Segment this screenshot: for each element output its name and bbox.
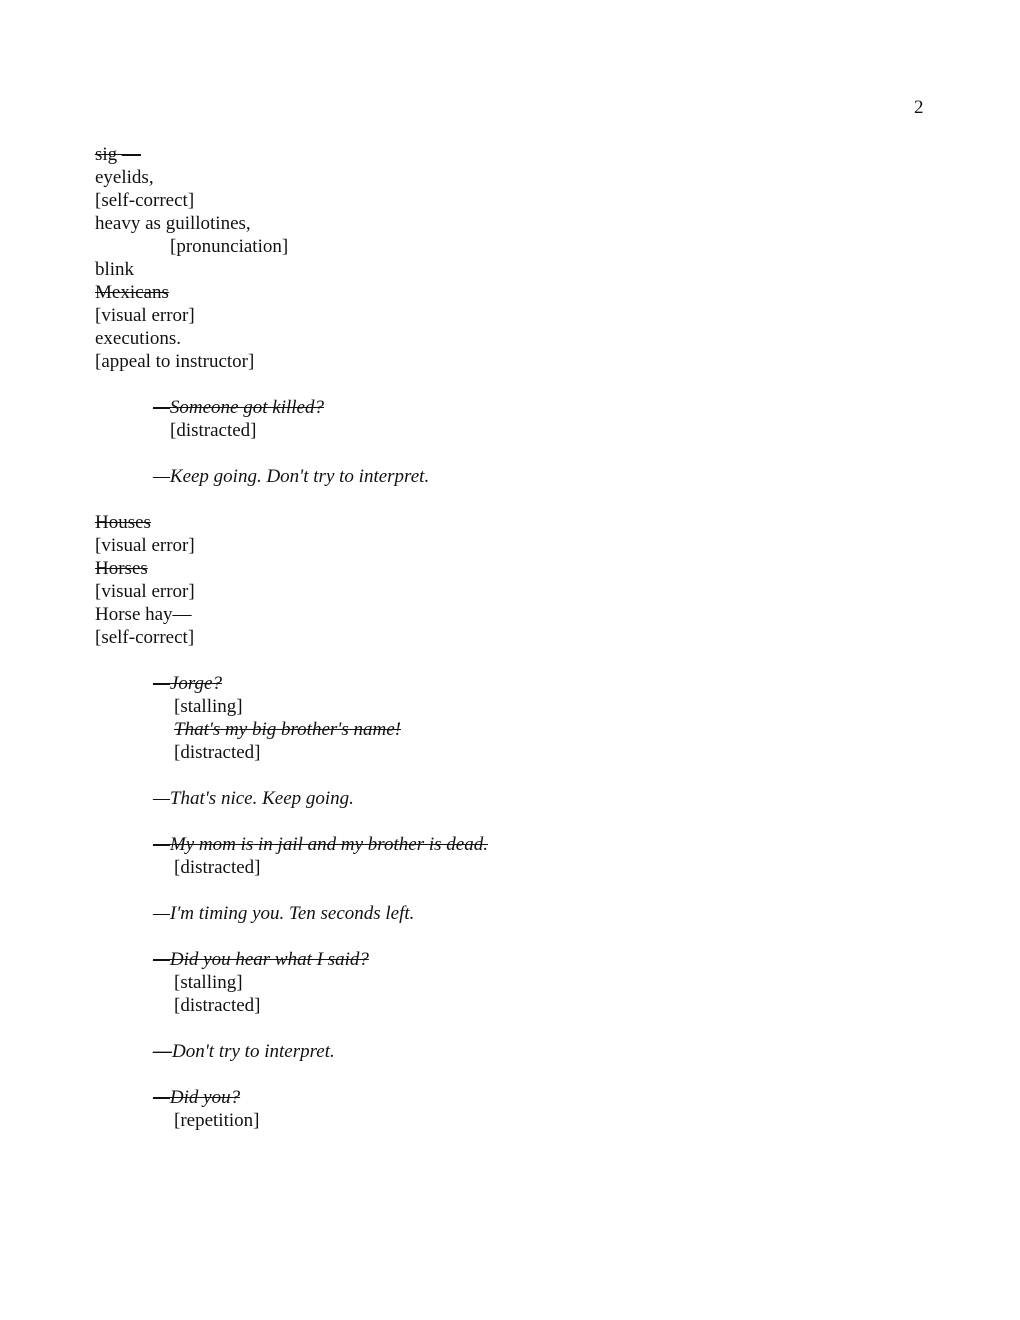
dialogue-text: Don't try to interpret. xyxy=(172,1041,335,1062)
struck-word: sig — xyxy=(95,144,141,165)
struck-dialogue: —My mom is in jail and my brother is dead. xyxy=(153,834,488,855)
struck-dialogue: —Someone got killed? xyxy=(153,397,324,418)
struck-word: Mexicans xyxy=(95,282,169,303)
error-annotation: [appeal to instructor] xyxy=(95,351,255,372)
struck-dialogue: —Jorge? xyxy=(153,673,222,694)
error-annotation: [distracted] xyxy=(170,420,257,441)
error-annotation: [self-correct] xyxy=(95,190,195,211)
transcript-line: executions. xyxy=(95,328,182,349)
transcript-line: Horse hay— xyxy=(95,604,192,625)
instructor-dialogue: —I'm timing you. Ten seconds left. xyxy=(153,903,415,924)
error-annotation: [visual error] xyxy=(95,305,195,326)
error-annotation: [visual error] xyxy=(95,581,195,602)
struck-dialogue: —Did you? xyxy=(153,1087,241,1108)
transcript-body xyxy=(0,143,1020,1132)
struck-word: Houses xyxy=(95,512,151,533)
transcript-line: heavy as guillotines, xyxy=(95,213,251,234)
error-annotation: [stalling] xyxy=(174,696,243,717)
page-number: 2 xyxy=(914,97,924,118)
struck-word: Horses xyxy=(95,558,148,579)
instructor-dialogue: —That's nice. Keep going. xyxy=(153,788,354,809)
error-annotation: [distracted] xyxy=(174,995,261,1016)
transcript-line: eyelids, xyxy=(95,167,154,188)
error-annotation: [repetition] xyxy=(174,1110,260,1131)
error-annotation: [self-correct] xyxy=(95,627,195,648)
error-annotation: [distracted] xyxy=(174,857,261,878)
error-annotation: [visual error] xyxy=(95,535,195,556)
error-annotation: [pronunciation] xyxy=(170,236,289,257)
transcript-line: blink xyxy=(95,259,135,280)
error-annotation: [distracted] xyxy=(174,742,261,763)
error-annotation: [stalling] xyxy=(174,972,243,993)
em-dash: — xyxy=(153,1041,172,1062)
instructor-dialogue: —Keep going. Don't try to interpret. xyxy=(153,466,430,487)
struck-dialogue: —Did you hear what I said? xyxy=(153,949,369,970)
instructor-dialogue xyxy=(0,1040,1020,1063)
struck-dialogue: That's my big brother's name! xyxy=(174,719,401,740)
